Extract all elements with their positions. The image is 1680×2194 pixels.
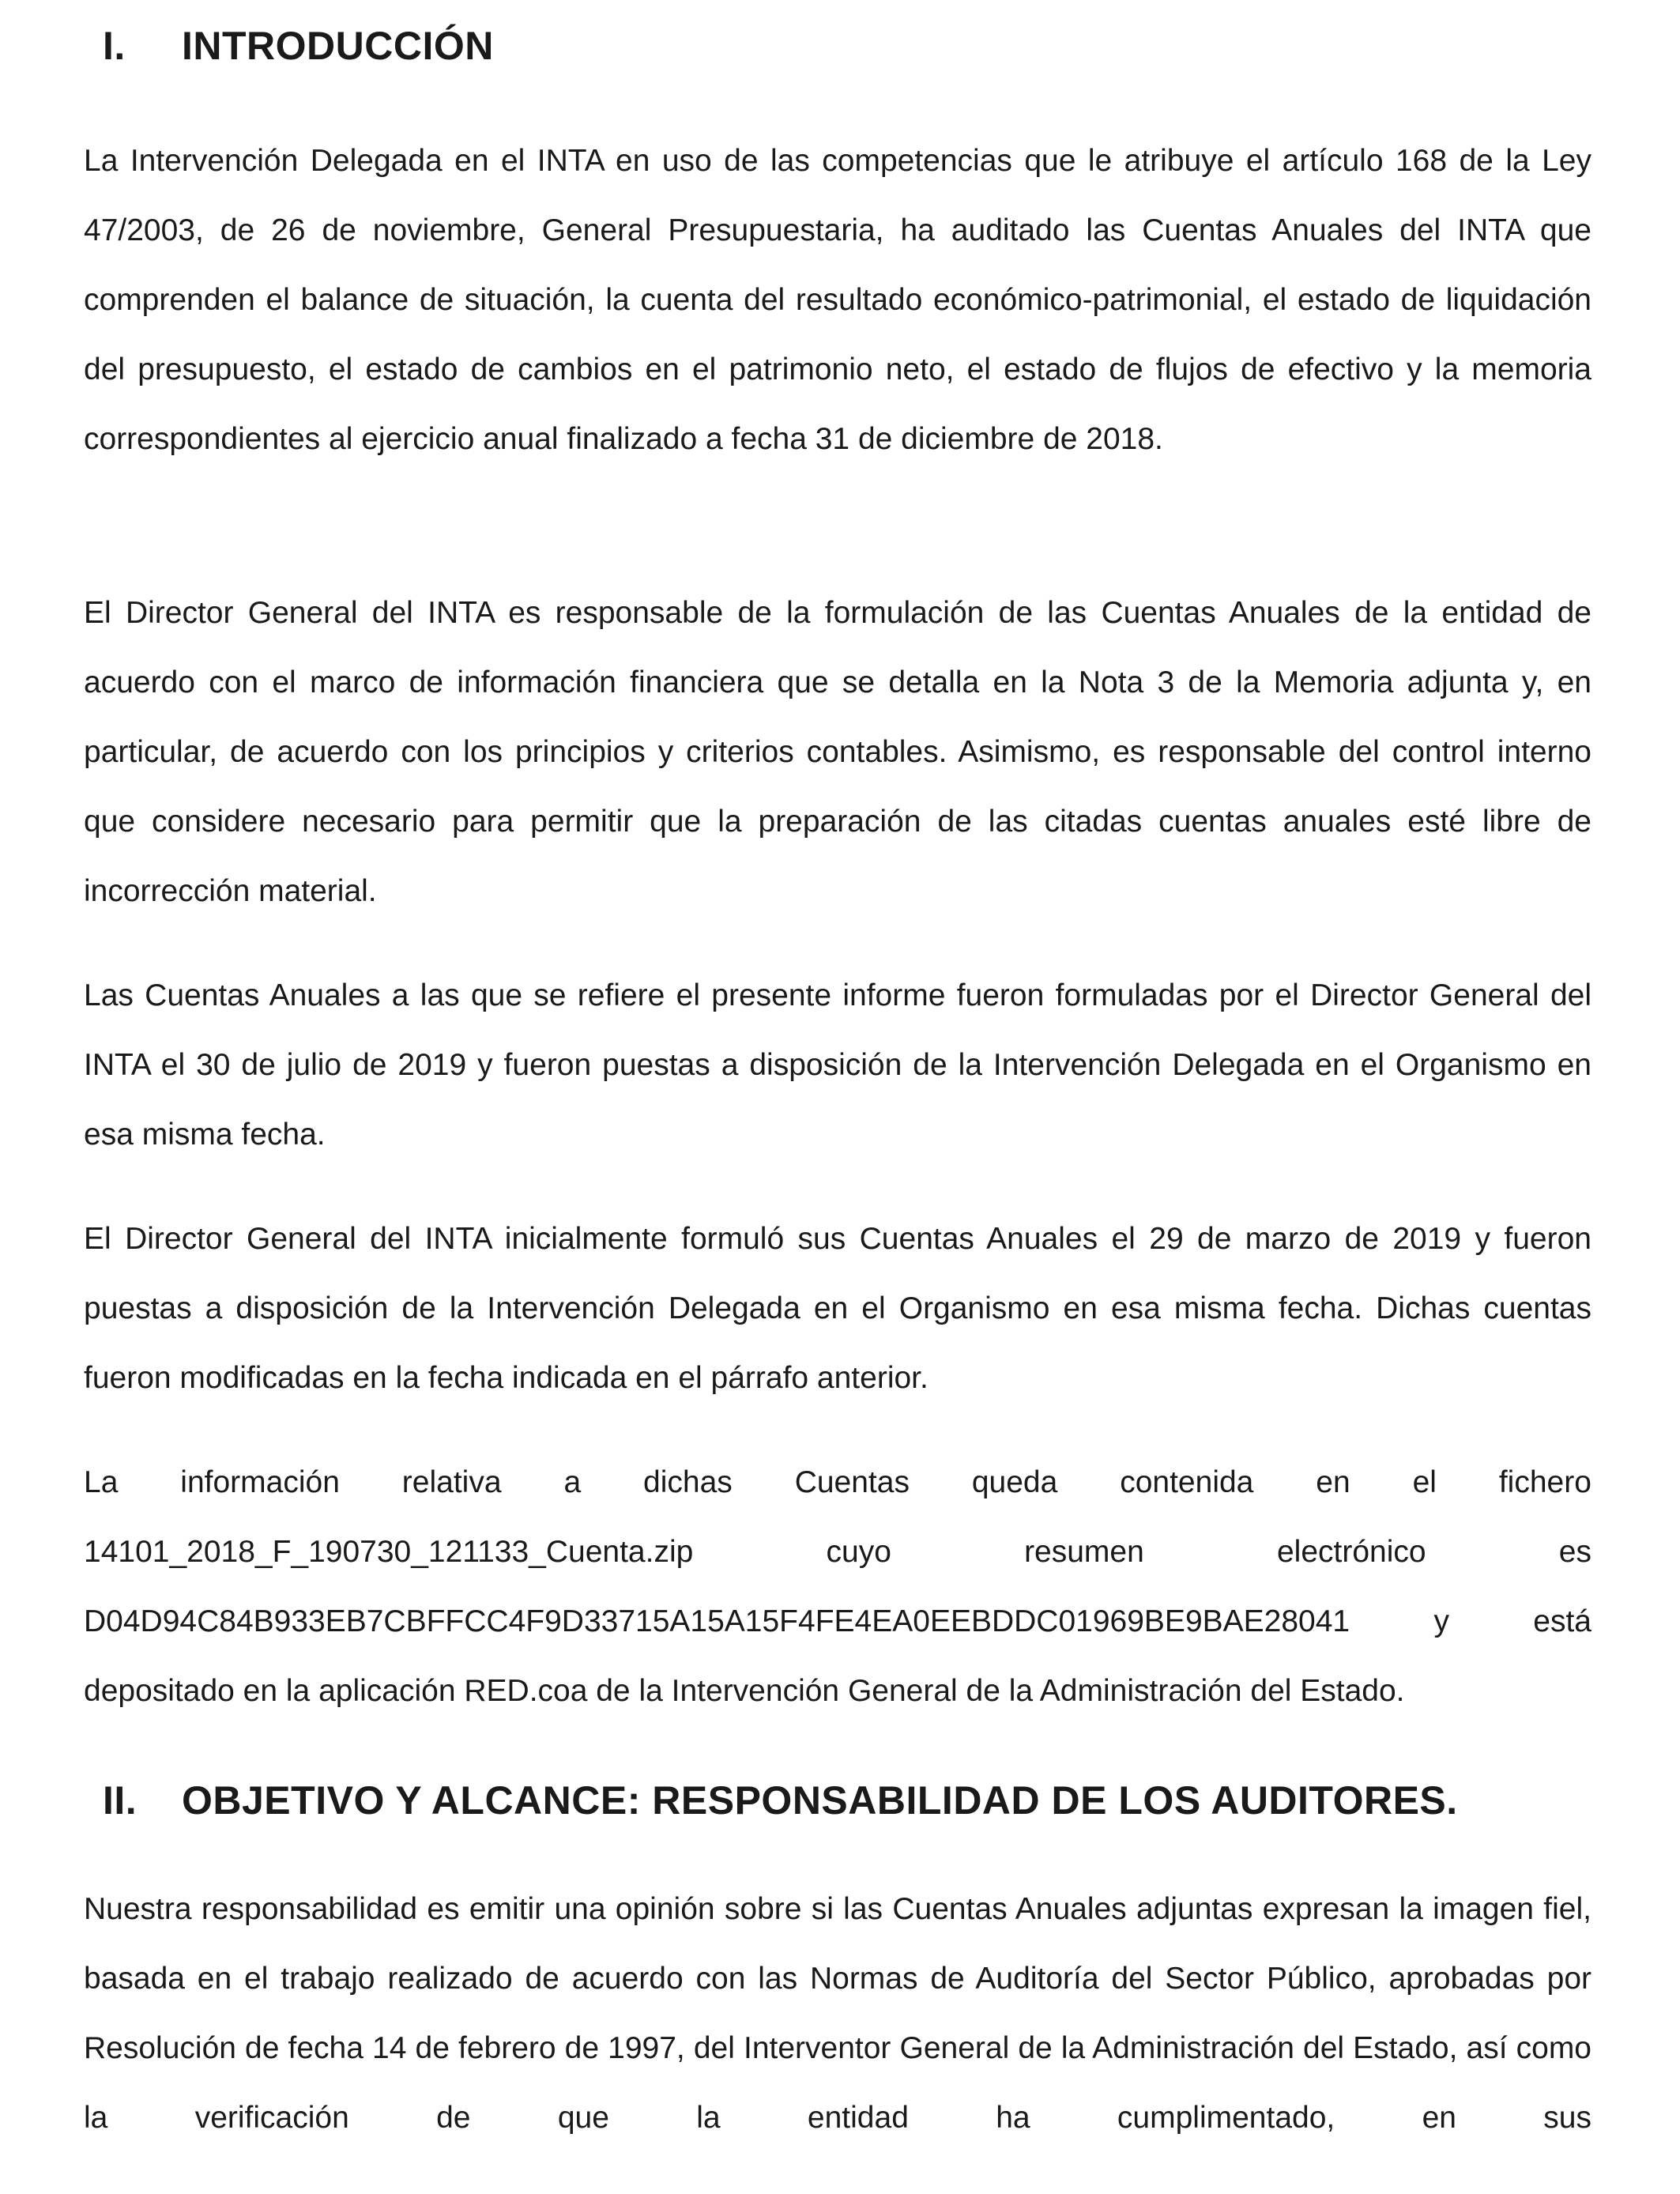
- file-hash: D04D94C84B933EB7CBFFCC4F9D33715A15A15F4FE4EA0EEBDDC01969BE9BAE28041: [84, 1604, 1350, 1638]
- word: resumen: [1024, 1535, 1144, 1569]
- paragraph-formulation-date: Las Cuentas Anuales a las que se refiere el presente informe fueron formuladas por el Director General del INTA el 30 de julio de 2019 y fueron puestas a disposición de la Intervención Delegada en el Organismo en esa misma fecha.: [84, 978, 1591, 1152]
- word: fichero: [1498, 1465, 1591, 1499]
- word: en: [1316, 1465, 1350, 1499]
- section-title: OBJETIVO Y ALCANCE: RESPONSABILIDAD DE LOS AUDITORES.: [182, 1778, 1458, 1823]
- paragraph-director-responsibility: El Director General del INTA es responsable de la formulación de las Cuentas Anuales de la entidad de acuerdo con el marco de información financiera que se detalla en la Nota 3 de la Memoria adjunta y, en particular, de acuerdo con los principios y criterios contables. Asimismo, es responsable del control interno que considere necesario para permitir que la preparación de las citadas cuentas anuales esté libre de incorrección material.: [84, 596, 1591, 908]
- word: a: [563, 1465, 582, 1499]
- paragraph-audit-scope: La Intervención Delegada en el INTA en uso de las competencias que le atribuye el artículo 168 de la Ley 47/2003, de 26 de noviembre, General Presupuestaria, ha auditado las Cuentas Anuales del INTA que comprenden el balance de situación, la cuenta del resultado económico-patrimonial, el estado de liquidación del presupuesto, el estado de cambios en el patrimonio neto, el estado de flujos de efectivo y la memoria correspondientes al ejercicio anual finalizado a fecha 31 de diciembre de 2018.: [84, 144, 1591, 456]
- paragraph-initial-formulation: El Director General del INTA inicialmente formuló sus Cuentas Anuales el 29 de marzo de 2019 y fueron puestas a disposición de la Intervención Delegada en el Organismo en esa misma fecha. Dichas cuentas fueron modificadas en la fecha indicada en el párrafo anterior.: [84, 1222, 1591, 1395]
- paragraph-auditor-responsibility: Nuestra responsabilidad es emitir una opinión sobre si las Cuentas Anuales adjuntas expresan la imagen fiel, basada en el trabajo realizado de acuerdo con las Normas de Auditoría del Sector Público, aprobadas por Resolución de fecha 14 de febrero de 1997, del Interventor General de la Administración del Estado, así como la verificación de que la entidad ha cumplimentado, en sus: [84, 1892, 1591, 2135]
- word: y: [1433, 1604, 1449, 1638]
- word: cuyo: [826, 1535, 891, 1569]
- paragraph-file-info: [84, 1448, 1591, 1726]
- word: el: [1412, 1465, 1437, 1499]
- word: queda: [971, 1465, 1058, 1499]
- file-info-line-2: [84, 1517, 1591, 1587]
- word: La: [84, 1465, 119, 1499]
- section-title: INTRODUCCIÓN: [182, 24, 494, 68]
- section-heading-introduccion: [103, 22, 494, 70]
- section-number: II.: [103, 1778, 137, 1823]
- word: información: [180, 1465, 340, 1499]
- file-info-line-4: depositado en la aplicación RED.coa de la Intervención General de la Administración del Estado.: [84, 1674, 1405, 1708]
- word: Cuentas: [794, 1465, 910, 1499]
- section-heading-objetivo: [103, 1777, 1458, 1824]
- word: relativa: [401, 1465, 502, 1499]
- file-info-line-1: [84, 1448, 1591, 1517]
- file-name: 14101_2018_F_190730_121133_Cuenta.zip: [84, 1535, 694, 1569]
- file-info-line-3: [84, 1587, 1591, 1657]
- word: electrónico: [1276, 1535, 1426, 1569]
- word: es: [1558, 1535, 1591, 1569]
- word: contenida: [1120, 1465, 1254, 1499]
- word: dichas: [643, 1465, 733, 1499]
- word: está: [1533, 1604, 1591, 1638]
- section-number: I.: [103, 24, 126, 68]
